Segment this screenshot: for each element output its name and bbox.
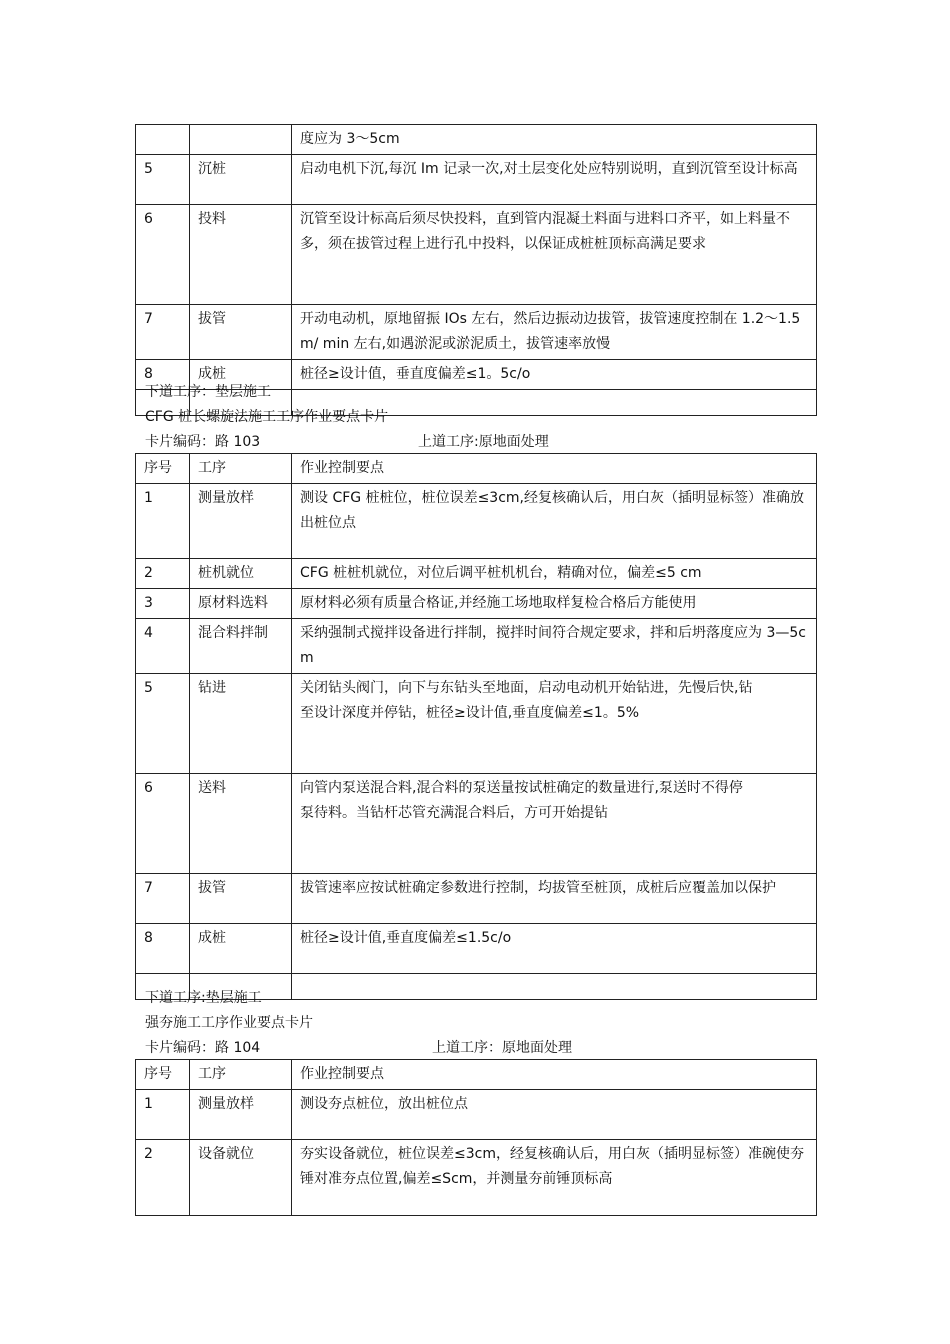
cell-no: 4 bbox=[136, 619, 190, 674]
cell-desc: 启动电机下沉,每沉 Im 记录一次,对土层变化处应特别说明，直到沉管至设计标高 bbox=[292, 155, 817, 205]
cell-step: 拔管 bbox=[190, 305, 292, 360]
cell-no: 7 bbox=[136, 874, 190, 924]
cell-step: 拔管 bbox=[190, 874, 292, 924]
card-title: CFG 桩长螺旋法施工工序作业要点卡片 bbox=[145, 409, 389, 425]
table-pile-sinking bbox=[135, 124, 817, 416]
card-title: 强夯施工工序作业要点卡片 bbox=[145, 1015, 313, 1031]
cell-desc: 关闭钻头阀门，向下与东钻头至地面，启动电动机开始钻进，先慢后快,钻 至设计深度并停钻，桩径≥设计值,垂直度偏差≤1。5% bbox=[292, 674, 817, 774]
table-row bbox=[136, 305, 817, 360]
cell-desc: 原材料必须有质量合格证,并经施工场地取样复检合格后方能使用 bbox=[292, 589, 817, 619]
cell-desc: 测设 CFG 桩桩位，桩位误差≤3cm,经复核确认后，用白灰（插明显标签）准确放出桩位点 bbox=[292, 484, 817, 559]
table-cfg-long-auger bbox=[135, 453, 817, 1000]
cell-no: 3 bbox=[136, 589, 190, 619]
card-code: 卡片编码：路 103 bbox=[145, 434, 261, 450]
table-row bbox=[136, 774, 817, 874]
cell-no bbox=[136, 125, 190, 155]
cell-desc: 采纳强制式搅拌设备进行拌制，搅拌时间符合规定要求，拌和后坍落度应为 3—5cm bbox=[292, 619, 817, 674]
cell-desc: 拔管速率应按试桩确定参数进行控制，均拔管至桩顶，成桩后应覆盖加以保护 bbox=[292, 874, 817, 924]
cell-no: 7 bbox=[136, 305, 190, 360]
cell-no: 5 bbox=[136, 674, 190, 774]
cell-step: 成桩 bbox=[190, 360, 292, 390]
table-header-row bbox=[136, 454, 817, 484]
table-row bbox=[136, 619, 817, 674]
cell-desc: 沉管至设计标高后须尽快投料，直到管内混凝土料面与进料口齐平，如上料量不多，须在拔管过程上进行孔中投料，以保证成桩桩顶标高满足要求 bbox=[292, 205, 817, 305]
cell-step: 设备就位 bbox=[190, 1140, 292, 1216]
prev-process-label: 上道工序：原地面处理 bbox=[432, 1040, 572, 1056]
cell-desc: 测设夯点桩位，放出桩位点 bbox=[292, 1090, 817, 1140]
cell-desc bbox=[292, 974, 817, 1000]
cell-no: 5 bbox=[136, 155, 190, 205]
header-no: 序号 bbox=[136, 1060, 190, 1090]
next-process-label: 下道工序:垫层施工 bbox=[145, 990, 262, 1006]
table-row bbox=[136, 589, 817, 619]
header-desc: 作业控制要点 bbox=[292, 1060, 817, 1090]
header-step: 工序 bbox=[190, 454, 292, 484]
cell-step bbox=[190, 125, 292, 155]
table-row bbox=[136, 559, 817, 589]
next-process-label: 下道工序：垫层施工 bbox=[145, 384, 271, 400]
header-desc: 作业控制要点 bbox=[292, 454, 817, 484]
cell-step: 送料 bbox=[190, 774, 292, 874]
cell-step: 钻进 bbox=[190, 674, 292, 774]
header-step: 工序 bbox=[190, 1060, 292, 1090]
header-no: 序号 bbox=[136, 454, 190, 484]
cell-step: 测量放样 bbox=[190, 484, 292, 559]
table-row bbox=[136, 674, 817, 774]
cell-no: 6 bbox=[136, 205, 190, 305]
cell-step: 桩机就位 bbox=[190, 559, 292, 589]
cell-desc: 开动电动机，原地留振 IOs 左右，然后边振动边拔管，拔管速度控制在 1.2～1.5 m/ min 左右,如遇淤泥或淤泥质土，拔管速率放慢 bbox=[292, 305, 817, 360]
table-row bbox=[136, 874, 817, 924]
cell-desc: 向管内泵送混合料,混合料的泵送量按试桩确定的数量进行,泵送时不得停 泵待料。当钻杆芯管充满混合料后，方可开始提钻 bbox=[292, 774, 817, 874]
cell-step: 沉桩 bbox=[190, 155, 292, 205]
cell-step: 原材料选料 bbox=[190, 589, 292, 619]
table-header-row bbox=[136, 1060, 817, 1090]
cell-step: 成桩 bbox=[190, 924, 292, 974]
cell-desc: 桩径≥设计值,垂直度偏差≤1.5c/o bbox=[292, 924, 817, 974]
table-row bbox=[136, 924, 817, 974]
card-code: 卡片编码：路 104 bbox=[145, 1040, 261, 1056]
cell-no: 8 bbox=[136, 924, 190, 974]
cell-step: 测量放样 bbox=[190, 1090, 292, 1140]
cell-step: 混合料拌制 bbox=[190, 619, 292, 674]
cell-desc: 度应为 3～5cm bbox=[292, 125, 817, 155]
cell-desc: 桩径≥设计值，垂直度偏差≤1。5c/o bbox=[292, 360, 817, 390]
cell-no: 2 bbox=[136, 559, 190, 589]
cell-no: 2 bbox=[136, 1140, 190, 1216]
cell-desc: CFG 桩桩机就位，对位后调平桩机机台，精确对位，偏差≤5 cm bbox=[292, 559, 817, 589]
table-dynamic-compaction bbox=[135, 1059, 817, 1216]
prev-process-label: 上道工序:原地面处理 bbox=[418, 434, 549, 450]
table-row bbox=[136, 125, 817, 155]
table-row bbox=[136, 1090, 817, 1140]
table-row bbox=[136, 1140, 817, 1216]
table-row bbox=[136, 205, 817, 305]
cell-no: 8 bbox=[136, 360, 190, 390]
table-row bbox=[136, 155, 817, 205]
table-row bbox=[136, 484, 817, 559]
cell-step: 投料 bbox=[190, 205, 292, 305]
cell-no: 1 bbox=[136, 1090, 190, 1140]
cell-no: 1 bbox=[136, 484, 190, 559]
cell-desc: 夯实设备就位，桩位误差≤3cm，经复核确认后，用白灰（插明显标签）准碗使夯锤对准夯点位置,偏差≤Scm，并测量夯前锤顶标高 bbox=[292, 1140, 817, 1216]
cell-no: 6 bbox=[136, 774, 190, 874]
